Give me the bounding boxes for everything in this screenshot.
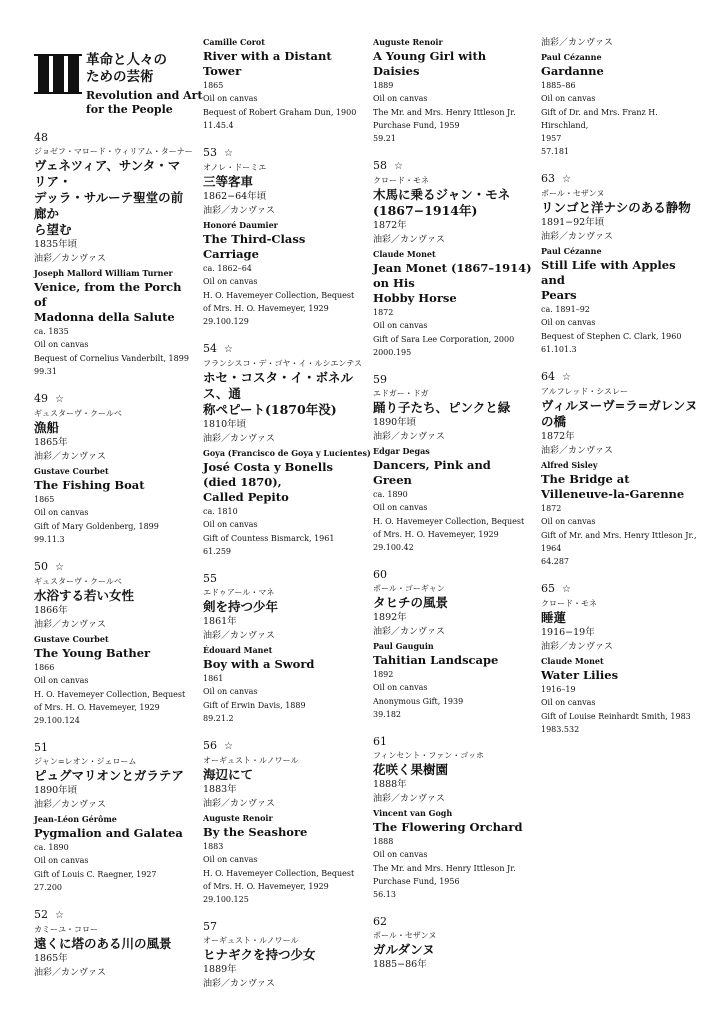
date-jp: 1883年 — [203, 784, 237, 795]
date-en: 1865 — [34, 495, 55, 504]
credit-line: of Mrs. H. O. Havemeyer, 1929 — [203, 882, 329, 891]
date-en: 1892 — [373, 670, 394, 679]
artist-name-en: Camille Corot — [203, 37, 265, 47]
entry-number-row — [203, 571, 363, 586]
medium-en: Oil on canvas — [373, 321, 428, 330]
star-icon: ☆ — [562, 174, 571, 185]
catalogue-entry — [203, 571, 363, 725]
entry-number-row — [541, 581, 701, 597]
column-4 — [541, 36, 701, 749]
entry-number-row — [34, 130, 192, 145]
artist-name-jp: ジョゼフ・マロード・ウィリアム・ターナー — [34, 147, 193, 156]
artist-name-en: Paul Gauguin — [373, 641, 434, 651]
title-jp: 水浴する若い女性 — [34, 588, 135, 603]
medium-jp: 油彩／カンヴァス — [203, 434, 275, 444]
title-jp: 木馬に乗るジャン・モネ — [373, 187, 511, 202]
catalogue-entry — [541, 369, 701, 568]
artist-name-jp: クロード・モネ — [373, 176, 429, 185]
title-jp: ら望む — [34, 222, 72, 237]
entry-number-row — [373, 372, 533, 387]
entry-number-row — [373, 158, 533, 174]
date-jp: 1862−64年頃 — [203, 191, 267, 202]
medium-en: Oil on canvas — [34, 340, 89, 349]
credit-line: Gift of Countess Bismarck, 1961 — [203, 534, 335, 543]
medium-jp: 油彩／カンヴァス — [34, 968, 106, 978]
date-en: 1872 — [541, 504, 562, 513]
artist-name-jp: クロード・モネ — [541, 599, 597, 608]
credit-line: Gift of Erwin Davis, 1889 — [203, 701, 306, 710]
credit-line: of Mrs. H. O. Havemeyer, 1929 — [34, 703, 160, 712]
star-icon: ☆ — [394, 161, 403, 172]
section-title-en-line: Revolution and Art — [86, 89, 203, 102]
artist-name-jp: オーギュスト・ルノワール — [203, 756, 299, 765]
credit-line: of Mrs. H. O. Havemeyer, 1929 — [203, 304, 329, 313]
credit-line: H. O. Havemeyer Collection, Bequest — [373, 517, 525, 526]
accession-number: 57.181 — [541, 147, 569, 156]
catalogue-entry — [203, 919, 363, 992]
catalogue-entry — [34, 391, 192, 546]
date-jp: 1890年頃 — [373, 417, 417, 428]
entry-number-row — [203, 145, 363, 161]
star-icon: ☆ — [224, 741, 233, 752]
credit-line: The Mr. and Mrs. Henry Ittleson Jr. — [373, 864, 516, 873]
catalogue-entry — [34, 130, 192, 378]
catalogue-entry — [34, 740, 192, 894]
title-jp: ガルダンヌ — [373, 942, 435, 957]
accession-number: 61.101.3 — [541, 345, 577, 354]
title-jp: ヴィルヌーヴ=ラ=ガレンヌの橋 — [541, 398, 698, 429]
date-jp: 1865年 — [34, 953, 68, 964]
medium-jp: 油彩／カンヴァス — [373, 432, 445, 442]
title-en: Water Lilies — [541, 668, 619, 682]
title-jp: ヒナギクを持つ少女 — [203, 947, 316, 962]
title-jp: 海辺にて — [203, 767, 254, 782]
artist-name-en: Gustave Courbet — [34, 634, 109, 644]
catalogue-entry — [34, 559, 192, 727]
section-title-en — [86, 89, 203, 117]
credit-line: of Mrs. H. O. Havemeyer, 1929 — [373, 530, 499, 539]
entry-number: 62 — [373, 915, 387, 928]
entry-number-row — [203, 341, 363, 357]
title-en: Called Pepito — [203, 490, 289, 504]
medium-jp: 油彩／カンヴァス — [203, 799, 275, 809]
date-en: 1883 — [203, 842, 224, 851]
catalogue-entry — [203, 738, 363, 906]
entry-number: 58 — [373, 159, 387, 172]
accession-number: 11.45.4 — [203, 121, 234, 130]
column-1 — [34, 130, 192, 994]
medium-en: Oil on canvas — [203, 687, 258, 696]
medium-jp: 油彩／カンヴァス — [34, 452, 106, 462]
medium-en: Oil on canvas — [373, 503, 428, 512]
accession-number: 64.287 — [541, 557, 569, 566]
title-jp: デッラ・サルーテ聖堂の前廊か — [34, 190, 184, 221]
medium-en: Oil on canvas — [203, 94, 258, 103]
medium-jp: 油彩／カンヴァス — [541, 38, 613, 48]
medium-en: Oil on canvas — [34, 508, 89, 517]
date-jp: 1891−92年頃 — [541, 217, 605, 228]
accession-number: 61.259 — [203, 547, 231, 556]
title-en: Boy with a Sword — [203, 657, 315, 671]
credit-line: Purchase Fund, 1959 — [373, 121, 460, 130]
entry-number: 48 — [34, 131, 48, 144]
date-en: ca. 1835 — [34, 327, 69, 336]
title-jp: リンゴと洋ナシのある静物 — [541, 200, 691, 215]
date-en: 1861 — [203, 674, 224, 683]
star-icon: ☆ — [562, 372, 571, 383]
section-title-jp-line: ための芸術 — [86, 69, 154, 85]
credit-line: 1957 — [541, 134, 562, 143]
section-title-jp-line: 革命と人々の — [86, 52, 167, 68]
entry-number: 53 — [203, 146, 217, 159]
medium-en: Oil on canvas — [373, 850, 428, 859]
date-jp: 1865年 — [34, 437, 68, 448]
artist-name-jp: ポール・ゴーギャン — [373, 584, 445, 593]
medium-jp: 油彩／カンヴァス — [373, 235, 445, 245]
catalogue-entry — [34, 907, 192, 981]
entry-number: 52 — [34, 908, 48, 921]
artist-name-jp: ギュスターヴ・クールベ — [34, 409, 122, 418]
title-en: Villeneuve-la-Garenne — [541, 487, 685, 501]
medium-en: Oil on canvas — [34, 856, 89, 865]
medium-jp: 油彩／カンヴァス — [373, 794, 445, 804]
title-jp: (1867−1914年) — [373, 203, 478, 218]
artist-name-jp: フィンセント・ファン・ゴッホ — [373, 751, 485, 760]
date-en: ca. 1890 — [373, 490, 408, 499]
entry-number: 56 — [203, 739, 217, 752]
title-jp: 称ペピート(1870年没) — [203, 402, 337, 417]
entry-number-row — [541, 171, 701, 187]
date-jp: 1890年頃 — [34, 785, 78, 796]
credit-line: Gift of Mr. and Mrs. Henry Ittleson Jr., 1964 — [541, 531, 697, 553]
artist-name-en: Joseph Mallord William Turner — [34, 268, 173, 278]
credit-line: Anonymous Gift, 1939 — [373, 697, 464, 706]
date-jp: 1872年 — [373, 220, 407, 231]
credit-line: Bequest of Robert Graham Dun, 1900 — [203, 108, 357, 117]
catalogue-entry — [373, 372, 533, 554]
title-en: Jean Monet (1867–1914) on His — [373, 261, 532, 290]
medium-en: Oil on canvas — [541, 318, 596, 327]
entry-number-row — [203, 919, 363, 934]
date-en: 1889 — [373, 81, 394, 90]
medium-jp: 油彩／カンヴァス — [541, 446, 613, 456]
date-jp: 1866年 — [34, 605, 68, 616]
title-en: Pygmalion and Galatea — [34, 826, 183, 840]
artist-name-en: Gustave Courbet — [34, 466, 109, 476]
accession-number: 99.11.3 — [34, 535, 65, 544]
numeral-bar — [38, 54, 49, 94]
title-jp: ヴェネツィア、サンタ・マリア・ — [34, 158, 181, 189]
artist-name-jp: ポール・セザンヌ — [373, 931, 437, 940]
artist-name-en: Jean-Léon Gérôme — [34, 814, 117, 824]
medium-jp: 油彩／カンヴァス — [203, 206, 275, 216]
title-en: Madonna della Salute — [34, 310, 175, 324]
entry-number: 54 — [203, 342, 217, 355]
credit-line: Bequest of Cornelius Vanderbilt, 1899 — [34, 354, 189, 363]
artist-name-jp: カミーユ・コロー — [34, 925, 98, 934]
section-header — [34, 52, 204, 132]
credit-line: Gift of Mary Goldenberg, 1899 — [34, 522, 159, 531]
credit-line: The Mr. and Mrs. Henry Ittleson Jr. — [373, 108, 516, 117]
accession-number: 2000.195 — [373, 348, 412, 357]
date-en: ca. 1810 — [203, 507, 238, 516]
entry-number: 57 — [203, 920, 217, 933]
catalogue-entry — [373, 734, 533, 901]
title-en: The Flowering Orchard — [373, 820, 523, 834]
artist-name-en: Paul Cézanne — [541, 246, 602, 256]
accession-number: 29.100.125 — [203, 895, 249, 904]
credit-line: H. O. Havemeyer Collection, Bequest — [203, 869, 355, 878]
date-en: 1885–86 — [541, 81, 576, 90]
artist-name-en: Goya (Francisco de Goya y Lucientes) — [203, 448, 371, 458]
title-en: The Fishing Boat — [34, 478, 145, 492]
entry-number: 59 — [373, 373, 387, 386]
star-icon: ☆ — [55, 562, 64, 573]
title-jp: 花咲く果樹園 — [373, 762, 449, 777]
entry-number-row — [34, 391, 192, 407]
date-jp: 1885−86年 — [373, 959, 427, 970]
credit-line: Gift of Louise Reinhardt Smith, 1983 — [541, 712, 691, 721]
title-en: The Third-Class Carriage — [203, 232, 306, 261]
accession-number: 89.21.2 — [203, 714, 234, 723]
date-en: 1866 — [34, 663, 55, 672]
title-en: River with a Distant Tower — [203, 49, 332, 78]
artist-name-jp: ギュスターヴ・クールベ — [34, 577, 122, 586]
date-en: ca. 1890 — [34, 843, 69, 852]
medium-jp: 油彩／カンヴァス — [373, 627, 445, 637]
medium-jp: 油彩／カンヴァス — [541, 642, 613, 652]
entry-number: 50 — [34, 560, 48, 573]
date-jp: 1892年 — [373, 612, 407, 623]
accession-number: 29.100.42 — [373, 543, 414, 552]
artist-name-en: Auguste Renoir — [373, 37, 443, 47]
title-en: A Young Girl with Daisies — [373, 49, 487, 78]
numeral-bottom-rule — [34, 92, 82, 94]
artist-name-jp: アルフレッド・シスレー — [541, 387, 629, 396]
date-en: 1865 — [203, 81, 224, 90]
section-title-en-line: for the People — [86, 103, 173, 116]
artist-name-en: Honoré Daumier — [203, 220, 278, 230]
title-jp: ピュグマリオンとガラテア — [34, 768, 184, 783]
credit-line: Purchase Fund, 1956 — [373, 877, 460, 886]
entry-number: 49 — [34, 392, 48, 405]
accession-number: 56.13 — [373, 890, 396, 899]
credit-line: Gift of Dr. and Mrs. Franz H. Hirschland, — [541, 108, 658, 130]
entry-number-row — [34, 740, 192, 755]
medium-en: Oil on canvas — [34, 676, 89, 685]
title-jp: タヒチの風景 — [373, 595, 449, 610]
entry-number: 51 — [34, 741, 48, 754]
column-2 — [203, 36, 371, 1005]
artist-name-jp: オノレ・ドーミエ — [203, 163, 267, 172]
medium-jp: 油彩／カンヴァス — [34, 254, 106, 264]
catalogue-entry — [373, 36, 533, 145]
date-jp: 1810年頃 — [203, 419, 247, 430]
date-jp: 1872年 — [541, 431, 575, 442]
artist-name-en: Auguste Renoir — [203, 813, 273, 823]
medium-en: Oil on canvas — [203, 277, 258, 286]
artist-name-en: Claude Monet — [541, 656, 604, 666]
entry-number-row — [34, 559, 192, 575]
title-en: José Costa y Bonells (died 1870), — [203, 460, 333, 489]
title-en: By the Seashore — [203, 825, 308, 839]
catalogue-entry — [541, 171, 701, 356]
date-jp: 1916−19年 — [541, 627, 595, 638]
accession-number: 39.182 — [373, 710, 401, 719]
medium-jp: 油彩／カンヴァス — [203, 979, 275, 989]
accession-number: 1983.532 — [541, 725, 580, 734]
title-jp: 剣を持つ少年 — [203, 599, 279, 614]
star-icon: ☆ — [55, 910, 64, 921]
roman-numeral-three — [34, 54, 82, 94]
title-en: Tahitian Landscape — [373, 653, 499, 667]
medium-en: Oil on canvas — [373, 94, 428, 103]
section-title-jp — [86, 52, 167, 86]
artist-name-jp: エドガー・ドガ — [373, 389, 429, 398]
star-icon: ☆ — [224, 344, 233, 355]
entry-number-row — [373, 734, 533, 749]
title-en: Dancers, Pink and Green — [373, 458, 491, 487]
title-jp: ホセ・コスタ・イ・ボネルス、通 — [203, 370, 354, 401]
accession-number: 27.200 — [34, 883, 62, 892]
star-icon: ☆ — [55, 394, 64, 405]
medium-en: Oil on canvas — [203, 855, 258, 864]
medium-jp: 油彩／カンヴァス — [34, 620, 106, 630]
title-jp: 睡蓮 — [541, 610, 567, 625]
artist-name-jp: オーギュスト・ルノワール — [203, 936, 299, 945]
title-jp: 踊り子たち、ピンクと緑 — [373, 400, 511, 415]
entry-number: 61 — [373, 735, 387, 748]
date-en: 1916–19 — [541, 685, 576, 694]
medium-en: Oil on canvas — [541, 698, 596, 707]
entry-number: 60 — [373, 568, 387, 581]
credit-line: Bequest of Stephen C. Clark, 1960 — [541, 332, 682, 341]
artist-name-en: Edgar Degas — [373, 446, 430, 456]
catalogue-entry — [541, 581, 701, 736]
date-jp: 1888年 — [373, 779, 407, 790]
credit-line: Gift of Sara Lee Corporation, 2000 — [373, 335, 515, 344]
title-en: The Bridge at — [541, 472, 630, 486]
star-icon: ☆ — [562, 584, 571, 595]
date-en: ca. 1862–64 — [203, 264, 252, 273]
date-jp: 1835年頃 — [34, 239, 78, 250]
medium-en: Oil on canvas — [373, 683, 428, 692]
medium-jp: 油彩／カンヴァス — [203, 631, 275, 641]
entry-number: 65 — [541, 582, 555, 595]
catalogue-entry — [541, 36, 701, 158]
title-en: The Young Bather — [34, 646, 151, 660]
catalogue-entry — [373, 567, 533, 721]
accession-number: 59.21 — [373, 134, 396, 143]
date-en: 1872 — [373, 308, 394, 317]
medium-jp: 油彩／カンヴァス — [34, 800, 106, 810]
artist-name-jp: ジャン=レオン・ジェローム — [34, 757, 137, 766]
catalogue-entry — [203, 145, 363, 328]
credit-line: H. O. Havemeyer Collection, Bequest — [34, 690, 186, 699]
artist-name-jp: フランシスコ・デ・ゴヤ・イ・ルシエンテス — [203, 359, 363, 368]
date-jp: 1861年 — [203, 616, 237, 627]
title-jp: 三等客車 — [203, 174, 254, 189]
title-jp: 遠くに塔のある川の風景 — [34, 936, 172, 951]
entry-number: 63 — [541, 172, 555, 185]
accession-number: 99.31 — [34, 367, 57, 376]
artist-name-en: Alfred Sisley — [541, 460, 598, 470]
artist-name-en: Vincent van Gogh — [373, 808, 453, 818]
entry-number-row — [541, 369, 701, 385]
catalogue-entry — [373, 914, 533, 972]
entry-number: 64 — [541, 370, 555, 383]
column-3 — [373, 36, 533, 985]
artist-name-en: Paul Cézanne — [541, 52, 602, 62]
entry-number-row — [203, 738, 363, 754]
entry-number-row — [373, 567, 533, 582]
accession-number: 29.100.124 — [34, 716, 80, 725]
entry-number-row — [34, 907, 192, 923]
medium-en: Oil on canvas — [541, 517, 596, 526]
artist-name-jp: ポール・セザンヌ — [541, 189, 605, 198]
catalogue-entry — [373, 158, 533, 359]
numeral-bar — [53, 54, 64, 94]
title-jp: 漁船 — [34, 420, 60, 435]
date-jp: 1889年 — [203, 964, 237, 975]
artist-name-en: Édouard Manet — [203, 645, 273, 655]
entry-number-row — [373, 914, 533, 929]
artist-name-jp: エドゥアール・マネ — [203, 588, 275, 597]
title-en: Venice, from the Porch of — [34, 280, 182, 309]
title-en: Hobby Horse — [373, 291, 457, 305]
entry-number: 55 — [203, 572, 217, 585]
catalogue-entry — [203, 341, 371, 558]
date-en: 1888 — [373, 837, 394, 846]
accession-number: 29.100.129 — [203, 317, 249, 326]
credit-line: H. O. Havemeyer Collection, Bequest — [203, 291, 355, 300]
numeral-bar — [68, 54, 79, 94]
medium-en: Oil on canvas — [203, 520, 258, 529]
date-en: ca. 1891–92 — [541, 305, 590, 314]
title-en: Still Life with Apples and — [541, 258, 676, 287]
title-en: Pears — [541, 288, 577, 302]
credit-line: Gift of Louis C. Raegner, 1927 — [34, 870, 157, 879]
catalogue-entry — [203, 36, 363, 132]
medium-jp: 油彩／カンヴァス — [541, 232, 613, 242]
star-icon: ☆ — [224, 148, 233, 159]
artist-name-en: Claude Monet — [373, 249, 436, 259]
medium-en: Oil on canvas — [541, 94, 596, 103]
title-en: Gardanne — [541, 64, 604, 78]
